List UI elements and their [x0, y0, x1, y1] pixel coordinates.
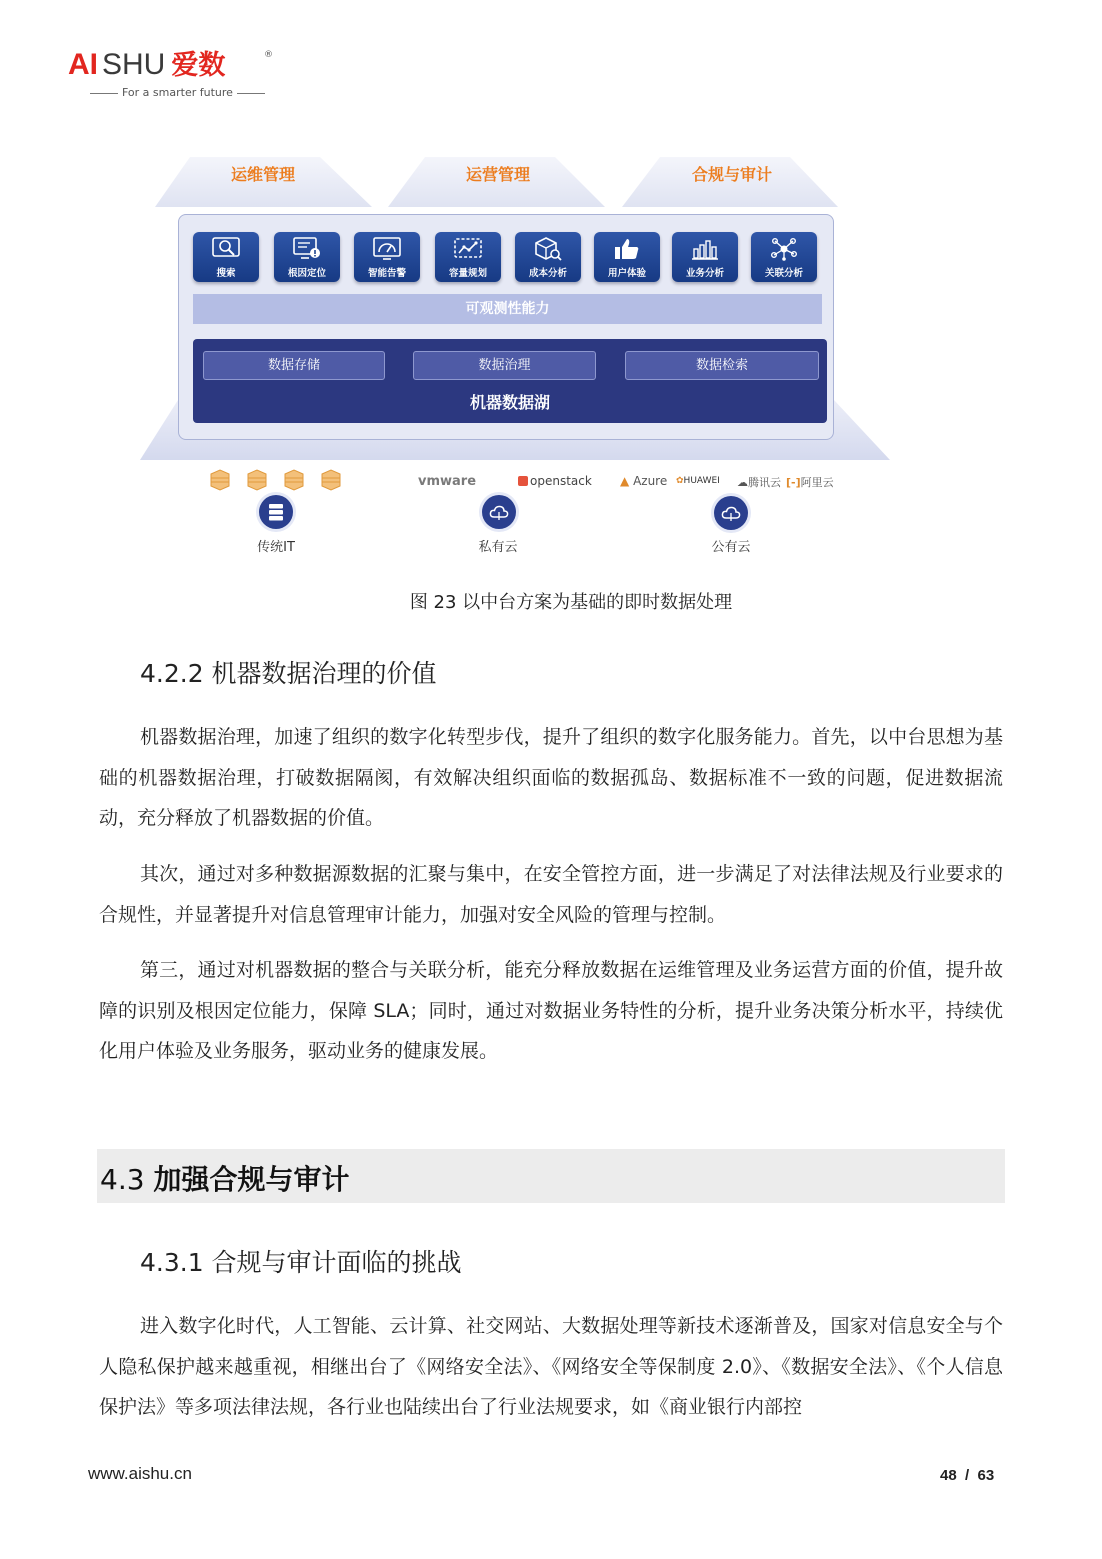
database-icon — [248, 470, 266, 490]
vendor-tencent: ☁腾讯云 — [737, 476, 781, 489]
paragraph: 第三，通过对机器数据的整合与关联分析，能充分释放数据在运维管理及业务运营方面的价值，提升故障的识别及根因定位能力，保障 SLA；同时，通过对数据业务特性的分析，提升业务决策分析水平，持续优化用户体验及业务服务，驱动业务的健康发展。 — [99, 959, 1003, 1062]
source-traditional-it — [259, 495, 293, 529]
tile-label: 业务分析 — [685, 268, 724, 279]
cloud-icon — [489, 502, 509, 522]
vendor-openstack: openstack — [518, 474, 592, 488]
monitor-alert-icon — [293, 237, 321, 261]
vendor-huawei: ✿HUAWEI — [676, 476, 720, 486]
tile-label: 搜索 — [216, 268, 236, 279]
logo-shu: SHU — [102, 48, 166, 81]
cloud-icon — [721, 503, 741, 523]
footer-url: www.aishu.cn — [88, 1464, 192, 1483]
heading-4-3-1: 4.3.1 合规与审计面临的挑战 — [140, 1248, 462, 1277]
figure-caption: 图 23 以中台方案为基础的即时数据处理 — [409, 592, 733, 613]
thumbs-up-icon — [613, 237, 641, 261]
source-private-cloud — [482, 495, 516, 529]
tile-capacity-planning — [435, 232, 501, 282]
openstack-logo-icon — [518, 476, 528, 486]
dashboard-icon — [373, 237, 401, 261]
tile-label: 容量规划 — [448, 268, 487, 279]
architecture-diagram — [0, 0, 1102, 570]
tile-cost-analysis — [515, 232, 581, 282]
logo-cn: 爱数 — [171, 50, 226, 80]
tile-label: 关联分析 — [764, 268, 803, 279]
tile-root-cause — [274, 232, 340, 282]
server-icon — [266, 502, 286, 522]
label-operation-management: 运营管理 — [465, 165, 530, 184]
paragraph: 进入数字化时代，人工智能、云计算、社交网站、大数据处理等新技术逐渐普及，国家对信息安全与个人隐私保护越来越重视，相继出台了《网络安全法》、《网络安全等保制度 2.0》、《数据安全法》、《个人信息保护法》等多项法律法规，各行业也陆续出台了行业法规要求，如《商业银行内部控 — [99, 1315, 1003, 1418]
cube-search-icon — [534, 237, 562, 261]
database-stack-icons — [208, 468, 348, 496]
trend-chart-icon — [454, 237, 482, 261]
logo-ai: AI — [68, 48, 98, 81]
tile-business-analysis — [672, 232, 738, 282]
lake-item-retrieval: 数据检索 — [625, 351, 819, 380]
source-label-public-cloud: 公有云 — [711, 540, 751, 555]
lake-title: 机器数据湖 — [469, 393, 550, 412]
lake-item-governance: 数据治理 — [413, 351, 596, 380]
aliyun-logo-icon: [-] — [786, 476, 801, 489]
database-icon — [211, 470, 229, 490]
lake-item-storage: 数据存储 — [203, 351, 385, 380]
paragraph: 机器数据治理，加速了组织的数字化转型步伐，提升了组织的数字化服务能力。首先，以中台思想为基础的机器数据治理，打破数据隔阂，有效解决组织面临的数据孤岛、数据标准不一致的问题，促进数据流动，充分释放了机器数据的价值。 — [99, 726, 1003, 829]
tile-user-experience — [594, 232, 660, 282]
database-icon — [285, 470, 303, 490]
heading-4-3: 4.3 加强合规与审计 — [100, 1163, 350, 1196]
tile-search — [193, 232, 259, 282]
huawei-logo-icon: ✿ — [676, 476, 684, 486]
tile-label: 根因定位 — [287, 268, 326, 279]
tile-correlation-analysis — [751, 232, 817, 282]
page-number: 48 / 63 — [940, 1467, 995, 1484]
source-public-cloud — [714, 496, 748, 530]
azure-logo-icon: ▲ — [620, 474, 630, 488]
tile-label: 智能告警 — [367, 268, 406, 279]
source-label-traditional-it: 传统IT — [257, 540, 295, 555]
vendor-vmware: vmware — [418, 474, 477, 489]
database-icon — [322, 470, 340, 490]
heading-4-2-2: 4.2.2 机器数据治理的价值 — [140, 659, 437, 688]
observability-bar: 可观测性能力 — [193, 294, 822, 324]
search-icon — [212, 237, 240, 261]
tile-smart-alert — [354, 232, 420, 282]
registered-mark: ® — [264, 50, 273, 60]
label-compliance-audit: 合规与审计 — [691, 165, 772, 184]
tile-label: 成本分析 — [528, 268, 567, 279]
vendor-aliyun: [-]阿里云 — [786, 476, 834, 489]
tile-label: 用户体验 — [607, 268, 646, 279]
tencent-logo-icon: ☁ — [737, 476, 748, 489]
bar-chart-icon — [691, 237, 719, 261]
network-icon — [770, 237, 798, 261]
label-ops-management: 运维管理 — [230, 165, 295, 184]
paragraph: 其次，通过对多种数据源数据的汇聚与集中，在安全管控方面，进一步满足了对法律法规及行业要求的合规性，并显著提升对信息管理审计能力，加强对安全风险的管理与控制。 — [99, 863, 1003, 926]
source-label-private-cloud: 私有云 — [478, 540, 518, 555]
vendor-azure: ▲ Azure — [620, 474, 668, 488]
logo-tagline: For a smarter future — [86, 86, 269, 99]
